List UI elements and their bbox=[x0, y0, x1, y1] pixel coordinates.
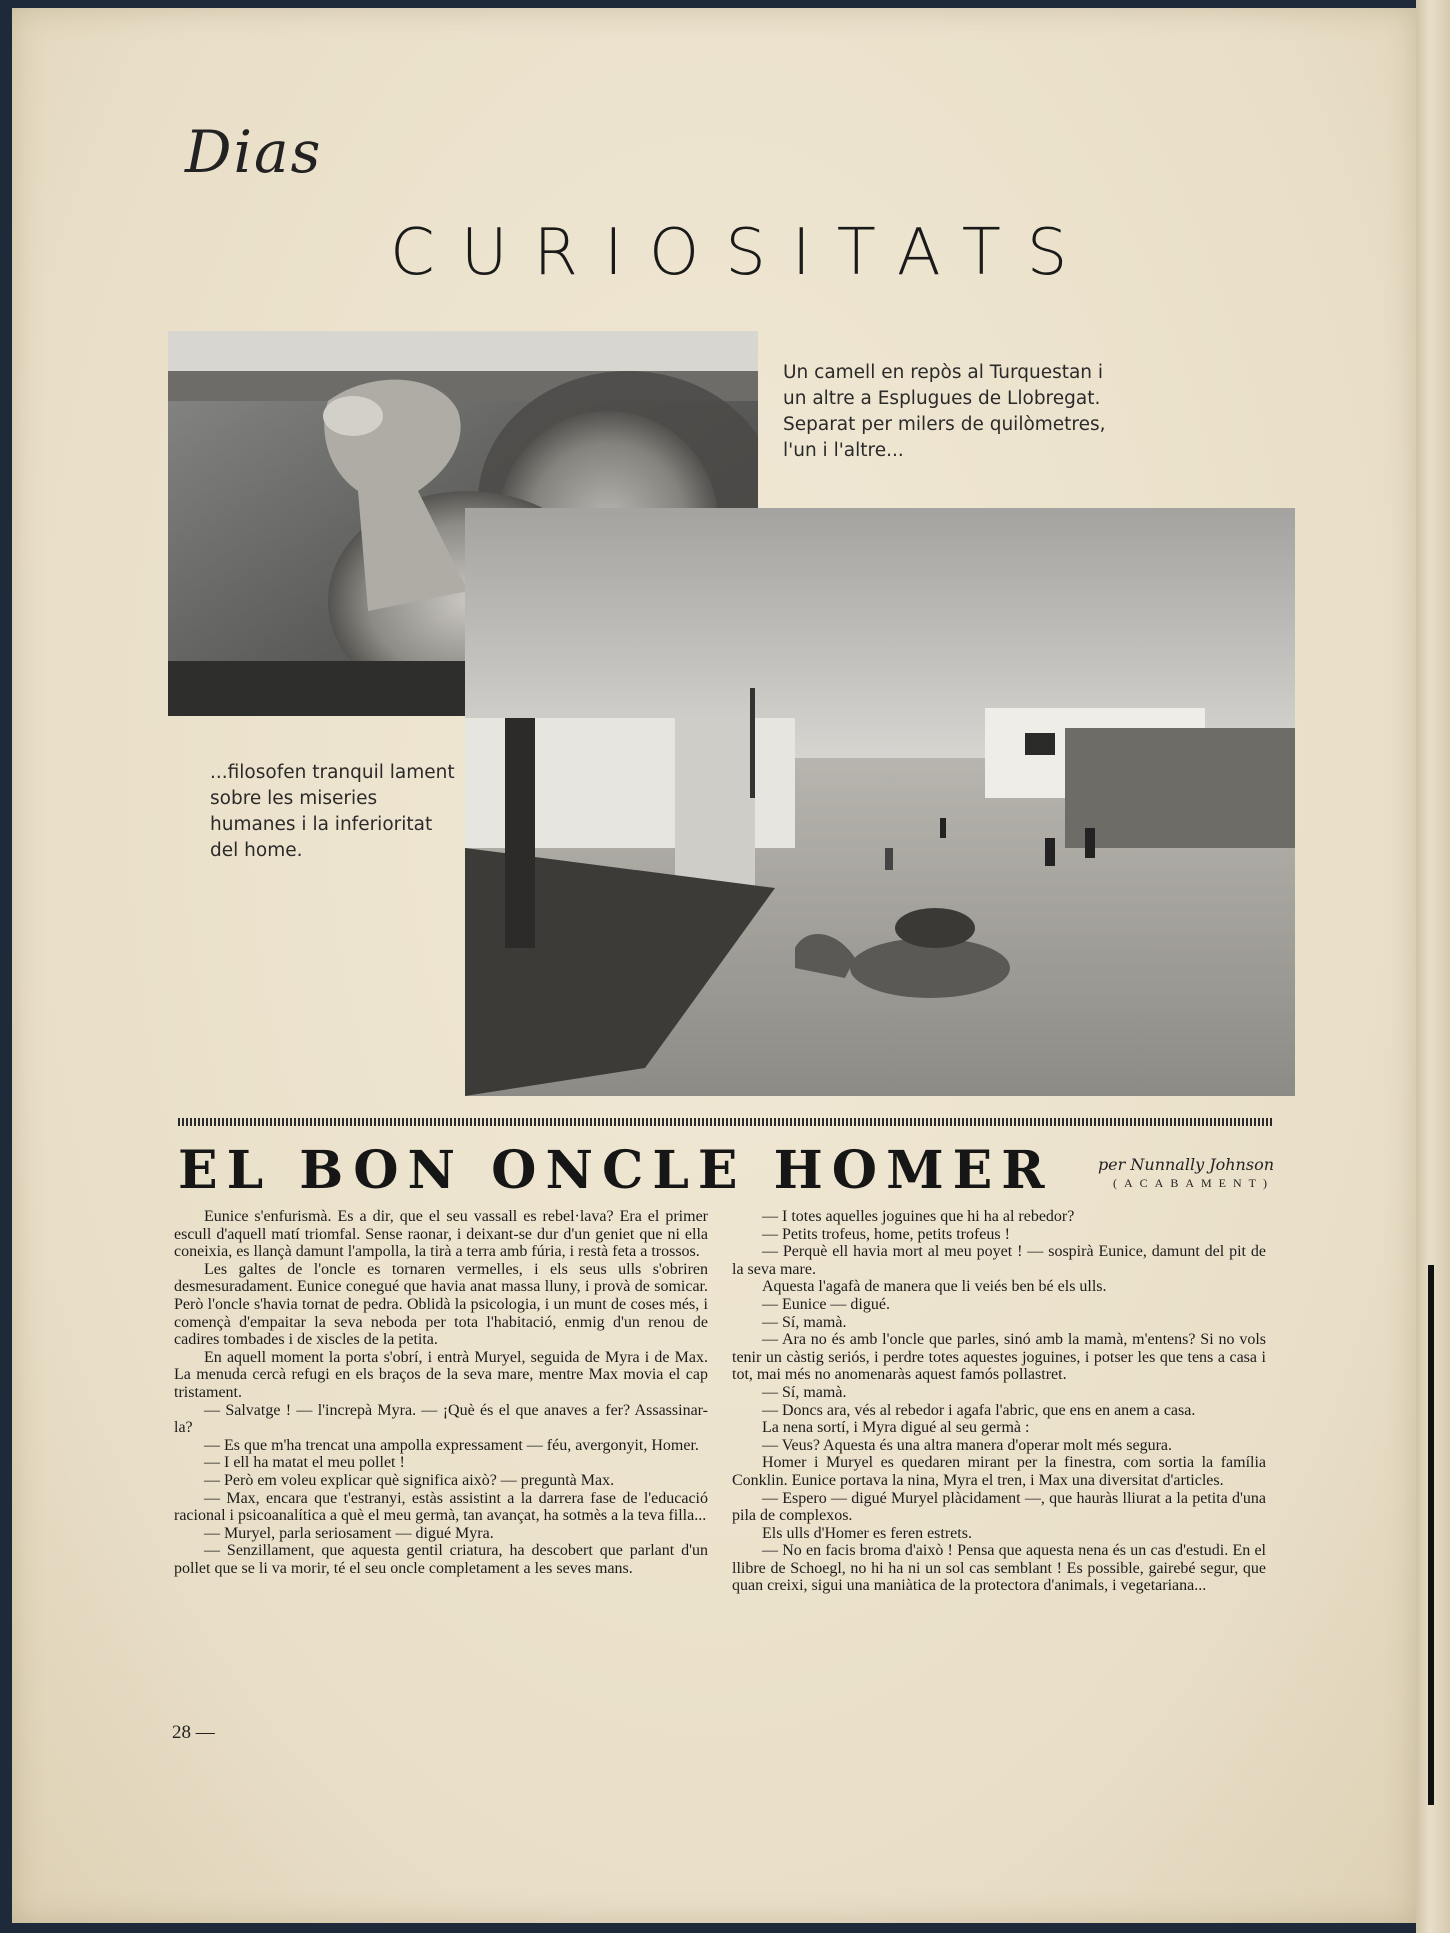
section-title: CURIOSITATS bbox=[390, 216, 1094, 290]
byline-note: (ACABAMENT) bbox=[1113, 1176, 1274, 1190]
story-column-left bbox=[174, 1208, 708, 1577]
paragraph: — I ell ha matat el meu pollet ! bbox=[204, 1454, 405, 1472]
magazine-logo: Dias bbox=[185, 118, 323, 186]
section-divider bbox=[178, 1118, 1274, 1126]
paragraph: En aquell moment la porta s'obrí, i entrà Muryel, seguida de Myra i de Max. La menuda cercà refugi en els braços de la seva mare, mentre Max movia el cap tristament. bbox=[174, 1348, 708, 1401]
photo-caption-bottom: ...filosofen tranquil lament sobre les miseries humanes i la inferioritat del home. bbox=[210, 762, 455, 861]
spine-shadow bbox=[1428, 1265, 1434, 1805]
byline bbox=[1062, 1155, 1274, 1191]
paragraph: — Perquè ell havia mort al meu poyet ! — sospirà Eunice, damunt del pit de la seva mare. bbox=[732, 1243, 1266, 1278]
page-number: 28 — bbox=[172, 1722, 215, 1743]
paragraph: — Muryel, parla seriosament — digué Myra. bbox=[204, 1524, 494, 1542]
paragraph: — Senzillament, que aquesta gentil criatura, ha descobert que parlant d'un pollet que se li va morir, té el seu oncle completament a les seves mans. bbox=[174, 1542, 708, 1577]
story-title: EL BON ONCLE HOMER bbox=[178, 1140, 1054, 1201]
paragraph: — Sí, mamà. bbox=[762, 1383, 847, 1401]
paragraph: — Max, encara que t'estranyi, estàs assistint a la darrera fase de l'educació racional i psicoanalítica a què el meu germà, tan avançat, ha sotmès a la teva filla... bbox=[174, 1489, 708, 1525]
paragraph: — I totes aquelles joguines que hi ha al rebedor? bbox=[762, 1208, 1075, 1225]
paragraph: — Salvatge ! — l'increpà Myra. — ¡Què és el que anaves a fer? Assassinar-la? bbox=[174, 1401, 708, 1437]
paragraph: — Es que m'ha trencat una ampolla expressament — féu, avergonyit, Homer. bbox=[204, 1436, 699, 1454]
paragraph: — No en facis broma d'això ! Pensa que aquesta nena és un cas d'estudi. En el llibre de Schoegl, no hi ha ni un sol cas semblant ! Es possible, gairebé segur, que quan creixi, sigui una maniàtica de la protectora d'animals, i vegetariana... bbox=[732, 1542, 1266, 1595]
paragraph: — Doncs ara, vés al rebedor i agafa l'abric, que ens en anem a casa. bbox=[762, 1401, 1196, 1419]
paragraph: Les galtes de l'oncle es tornaren vermelles, i els seus ulls s'obriren desmesuradament. Eunice conegué que havia anat massa lluny, i provà de somicar. Però l'oncle s'havia tornat de pedra. Oblidà la psicologia, i un munt de coses més, i començà d'empaitar la seva neboda per tota l'habitació, enmig d'un renou de cadires tombades i de xiscles de la petita. bbox=[174, 1260, 708, 1349]
paragraph: — Però em voleu explicar què significa això? — preguntà Max. bbox=[204, 1471, 615, 1489]
story-column-right bbox=[732, 1208, 1266, 1595]
byline-author: per Nunnally Johnson bbox=[1097, 1155, 1274, 1174]
paragraph: — Ara no és amb l'oncle que parles, sinó amb la mamà, m'entens? Si no vols tenir un càstig seriós, i perdre totes aquestes joguines, i potser les que tens a casa i tot, mai més no anomenaràs aquest famós pollastret. bbox=[732, 1331, 1266, 1384]
paragraph: — Espero — digué Muryel plàcidament —, que hauràs lliurat a la petita d'una pila de complexos. bbox=[732, 1489, 1266, 1525]
paragraph: — Eunice — digué. bbox=[762, 1295, 890, 1313]
paragraph: Eunice s'enfurismà. Es a dir, que el seu vassall es rebel·lava? Era el primer escull d'aquell matí triomfal. Sense raonar, i deixant-se dur d'un geniet que ni ella coneixia, es llançà damunt l'ampolla, la tirà a terra amb fúria, i restà feta a trossos. bbox=[174, 1208, 708, 1261]
paragraph: Homer i Muryel es quedaren mirant per la finestra, com sortia la família Conklin. Eunice portava la nina, Myra el tren, i Max una diversitat d'articles. bbox=[732, 1454, 1266, 1489]
paragraph: — Petits trofeus, home, petits trofeus ! bbox=[762, 1225, 1010, 1243]
paragraph: La nena sortí, i Myra digué al seu germà : bbox=[762, 1419, 1030, 1437]
photo-caption-top: Un camell en repòs al Turquestan i un altre a Esplugues de Llobregat. Separat per milers de quilòmetres, l'un i l'altre... bbox=[783, 362, 1106, 461]
paragraph: Els ulls d'Homer es feren estrets. bbox=[762, 1524, 972, 1542]
paragraph: — Veus? Aquesta és una altra manera d'operar molt més segura. bbox=[762, 1436, 1173, 1454]
paragraph: — Sí, mamà. bbox=[762, 1313, 847, 1331]
camel-street-photo bbox=[465, 508, 1295, 1096]
paragraph: Aquesta l'agafà de manera que li veiés ben bé els ulls. bbox=[762, 1278, 1107, 1296]
